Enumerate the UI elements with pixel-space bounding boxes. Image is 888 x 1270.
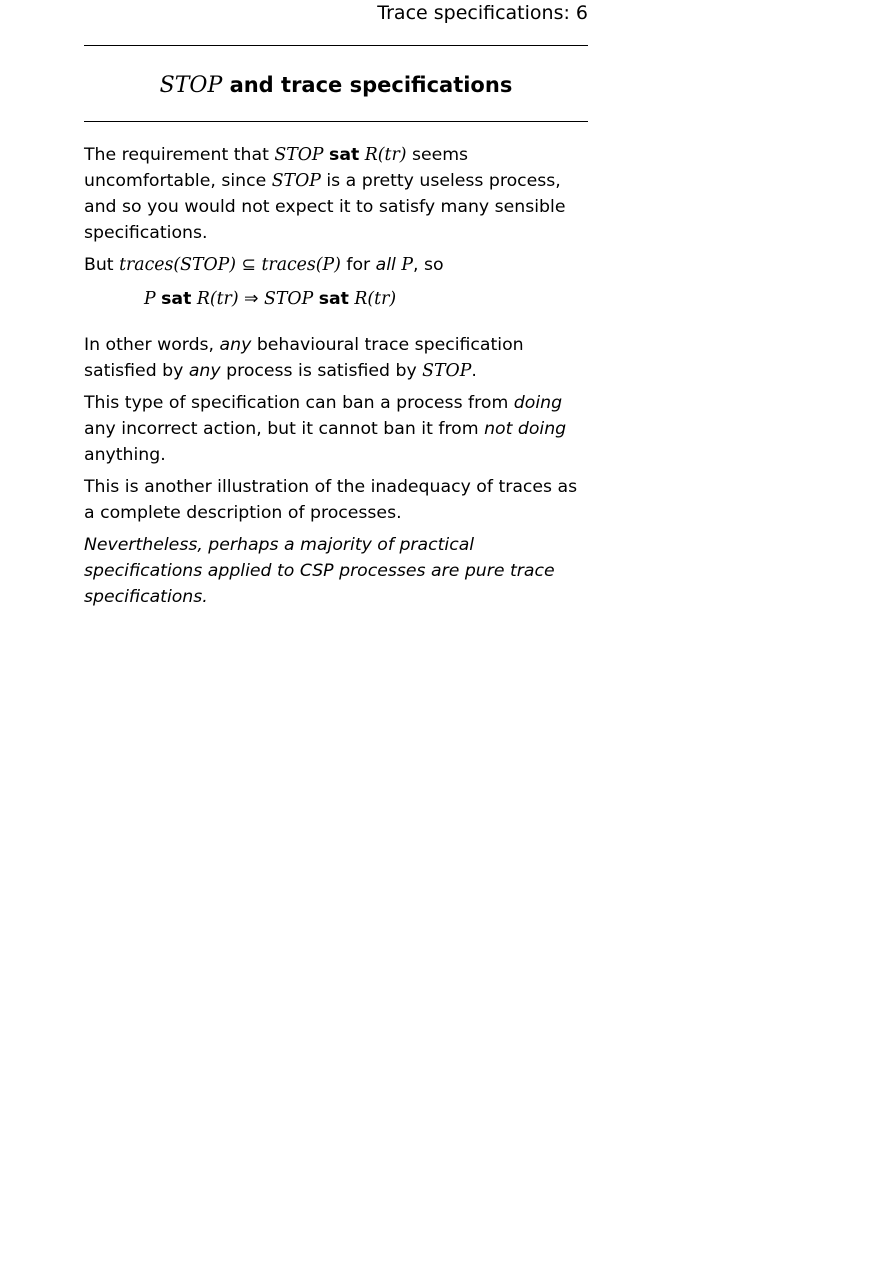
title-math-stop: STOP <box>159 73 223 98</box>
implies-symbol: ⇒ <box>238 289 265 309</box>
math-stop: STOP <box>274 145 324 165</box>
math-r-tr: R(tr) <box>364 145 407 165</box>
math-stop: STOP <box>271 171 321 191</box>
text-run: behavioural trace specification satisfied by <box>84 335 524 381</box>
emphasis-not-doing: not doing <box>484 419 567 439</box>
text-run: But <box>84 255 120 275</box>
math-traces-stop: traces(STOP) <box>119 255 237 275</box>
bottom-rule <box>84 121 588 122</box>
running-head-text: Trace specifications: 6 <box>377 2 588 24</box>
text-run: process is satisfied by <box>220 361 423 381</box>
paragraph-traces-subset <box>84 252 588 278</box>
text-run: In other words, <box>84 335 220 355</box>
text-run: seems uncomfortable, since <box>84 145 469 191</box>
subset-symbol: ⊆ <box>236 255 262 275</box>
paragraph-inadequacy <box>84 474 588 526</box>
math-r-tr: R(tr) <box>196 289 239 309</box>
paragraph-ban <box>84 390 588 468</box>
text-run: This type of specification can ban a process from <box>84 393 514 413</box>
text-run: any incorrect action, but it cannot ban it from <box>84 419 485 439</box>
paragraph-requirement <box>84 142 588 246</box>
text-run: for <box>340 255 376 275</box>
text-run: Nevertheless, perhaps a majority of practical specifications applied to CSP processes are pure trace specifications. <box>84 535 555 607</box>
math-p: P <box>401 255 413 275</box>
text-run: , so <box>412 255 444 275</box>
slide-title <box>84 70 588 101</box>
math-stop: STOP <box>264 289 314 309</box>
keyword-sat: sat <box>318 289 349 309</box>
text-run: . <box>471 361 477 381</box>
running-head <box>84 0 588 26</box>
title-text: and trace specifications <box>229 73 513 97</box>
math-r-tr: R(tr) <box>354 289 397 309</box>
text-run: The requirement that <box>84 145 275 165</box>
paragraph-in-other-words <box>84 332 588 384</box>
paragraph-nevertheless <box>84 532 588 610</box>
text-run: anything. <box>84 445 166 465</box>
keyword-sat: sat <box>161 289 192 309</box>
math-p: P <box>144 289 156 309</box>
display-formula <box>84 286 588 312</box>
emphasis-any: any <box>188 361 221 381</box>
math-stop: STOP <box>422 361 472 381</box>
math-traces-p: traces(P) <box>261 255 341 275</box>
top-rule <box>84 45 588 46</box>
emphasis-all: all <box>375 255 396 275</box>
keyword-sat: sat <box>329 145 360 165</box>
slide-body <box>84 142 588 616</box>
emphasis-doing: doing <box>513 393 563 413</box>
emphasis-any: any <box>219 335 252 355</box>
text-run: This is another illustration of the inadequacy of traces as a complete description of processes. <box>84 477 578 523</box>
text-run: is a pretty useless process, and so you would not expect it to satisfy many sensible specifications. <box>84 171 566 243</box>
